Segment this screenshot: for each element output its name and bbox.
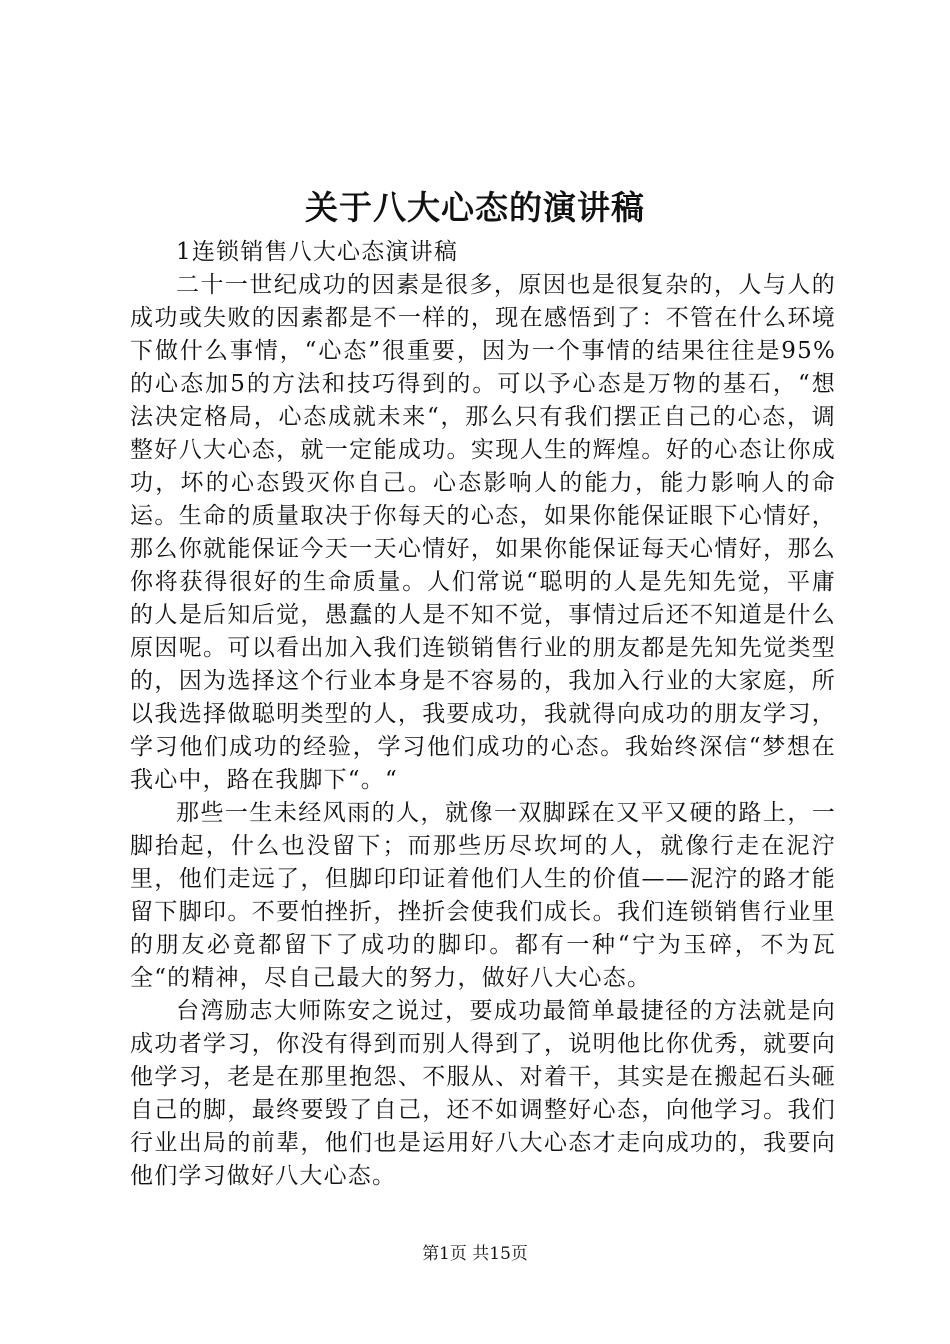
page-number-footer: 第1页 共15页 [422,1244,528,1264]
paragraph-2: 那些一生未经风雨的人，就像一双脚踩在又平又硬的路上，一脚抬起，什么也没留下；而那些历尽坎坷的人，就像行走在泥泞里，他们走远了，但脚印印证着他们人生的价值——泥泞的路才能留下脚印。不要怕挫折，挫折会使我们成长。我们连锁销售行业里的朋友必竟都留下了成功的脚印。都有一种“宁为玉碎，不为瓦全“的精神，尽自己最大的努力，做好八大心态。 [130,800,836,991]
document-title: 关于八大心态的演讲稿 [305,188,645,227]
paragraph-1: 二十一世纪成功的因素是很多，原因也是很复杂的，人与人的成功或失败的因素都是不一样的，现在感悟到了：不管在什么环境下做什么事情，“心态”很重要，因为一个事情的结果往往是95%的心态加5的方法和技巧得到的。可以予心态是万物的基石，“想法决定格局，心态成就未来“，那么只有我们摆正自己的心态，调整好八大心态，就一定能成功。实现人生的辉煌。好的心态让你成功，坏的心态毁灭你自己。心态影响人的能力，能力影响人的命运。生命的质量取决于你每天的心态，如果你能保证眼下心情好，那么你就能保证今天一天心情好，如果你能保证每天心情好，那么你将获得很好的生命质量。人们常说“聪明的人是先知先觉，平庸的人是后知后觉，愚蠢的人是不知不觉，事情过后还不知道是什么原因呢。可以看出加入我们连锁销售行业的朋友都是先知先觉类型的，因为选择这个行业本身是不容易的，我加入行业的大家庭，所以我选择做聪明类型的人，我要成功，我就得向成功的朋友学习，学习他们成功的经验，学习他们成功的心态。我始终深信“梦想在我心中，路在我脚下“。“ [130,272,836,793]
document-body [130,236,836,1193]
section-heading: 1连锁销售八大心态演讲稿 [176,239,459,265]
paragraph-3: 台湾励志大师陈安之说过，要成功最简单最捷径的方法就是向成功者学习，你没有得到而别人得到了，说明他比你优秀，就要向他学习，老是在那里抱怨、不服从、对着干，其实是在搬起石头砸自己的脚，最终要毁了自己，还不如调整好心态，向他学习。我们行业出局的前辈，他们也是运用好八大心态才走向成功的，我要向他们学习做好八大心态。 [130,998,836,1189]
